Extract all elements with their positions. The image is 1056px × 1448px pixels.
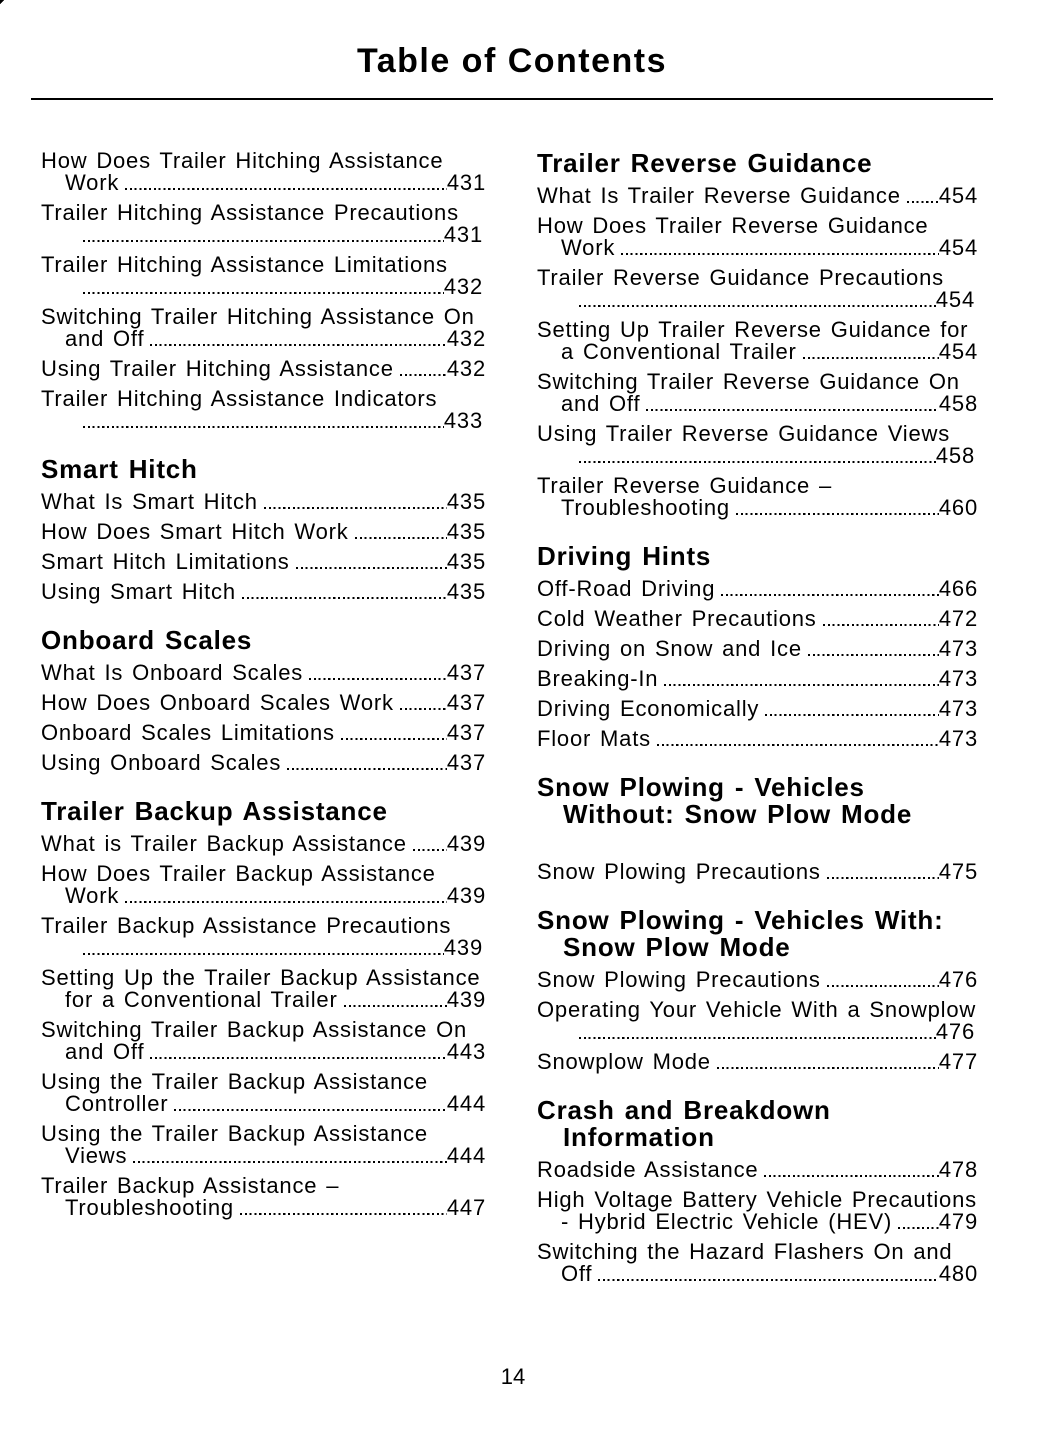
- toc-entry: [41, 202, 489, 246]
- dot-leader: [83, 240, 444, 242]
- toc-entry: [537, 1159, 981, 1181]
- toc-entry-page: 437: [446, 720, 486, 745]
- toc-entry-title: Snow Plowing Precautions: [537, 859, 821, 884]
- dot-leader: [355, 537, 447, 539]
- dot-leader: [309, 678, 447, 680]
- section-heading: Smart Hitch: [41, 454, 198, 484]
- toc-entry-page: 435: [446, 549, 486, 574]
- toc-entry-page: 439: [443, 935, 483, 960]
- dot-leader: [657, 744, 939, 746]
- toc-entry: [41, 1123, 489, 1167]
- toc-entry-title: Using Trailer Reverse Guidance Views: [537, 421, 951, 446]
- section-heading: Crash and Breakdown Information: [537, 1095, 831, 1152]
- toc-entry-page: 431: [446, 170, 486, 195]
- toc-entry: [537, 638, 981, 660]
- toc-entry-page: 435: [446, 519, 486, 544]
- toc-column-left: [41, 150, 489, 1227]
- toc-section: [537, 150, 981, 519]
- toc-entry-page: 454: [938, 183, 978, 208]
- toc-entry: [41, 833, 489, 855]
- toc-entry-title: Roadside Assistance: [537, 1157, 759, 1182]
- dot-leader: [721, 594, 939, 596]
- dot-leader: [646, 409, 939, 411]
- toc-entry: [41, 1071, 489, 1115]
- page-header: [31, 44, 993, 100]
- section-heading: Trailer Reverse Guidance: [537, 148, 873, 178]
- toc-entry-page: 432: [443, 274, 483, 299]
- toc-entry-page: 435: [446, 579, 486, 604]
- toc-entry: [537, 319, 981, 363]
- dot-leader: [174, 1109, 447, 1111]
- toc-entry: [537, 608, 981, 630]
- toc-entry-title: Floor Mats: [537, 726, 651, 751]
- toc-entry-title: High Voltage Battery Vehicle Precautions - Hybrid Electric Vehicle (HEV): [537, 1187, 977, 1234]
- toc-entry-page: 432: [446, 326, 486, 351]
- toc-entry-title: Driving on Snow and Ice: [537, 636, 802, 661]
- toc-entry: [537, 969, 981, 991]
- dot-leader: [579, 461, 936, 463]
- toc-entry: [537, 578, 981, 600]
- toc-entry: [41, 254, 489, 298]
- toc-entry-title: Onboard Scales Limitations: [41, 720, 335, 745]
- dot-leader: [579, 305, 936, 307]
- section-heading: Onboard Scales: [41, 625, 253, 655]
- toc-entry-page: 472: [938, 606, 978, 631]
- toc-section: [41, 456, 489, 603]
- section-heading: Trailer Backup Assistance: [41, 796, 388, 826]
- toc-entry-title: What Is Smart Hitch: [41, 489, 258, 514]
- toc-entry-title: Setting Up Trailer Reverse Guidance for a Conventional Trailer: [537, 317, 969, 364]
- dot-leader: [83, 292, 444, 294]
- dot-leader: [664, 684, 939, 686]
- toc-entry-title: Using the Trailer Backup Assistance Views: [41, 1121, 428, 1168]
- toc-entry: [537, 371, 981, 415]
- toc-entry-page: 444: [446, 1091, 486, 1116]
- toc-entry-page: 444: [446, 1143, 486, 1168]
- toc-entry-title: What Is Onboard Scales: [41, 660, 304, 685]
- toc-entry: [41, 662, 489, 684]
- dot-leader: [242, 597, 447, 599]
- dot-leader: [823, 624, 939, 626]
- dot-leader: [341, 738, 447, 740]
- toc-entry-page: 479: [938, 1209, 978, 1234]
- toc-entry: [537, 728, 981, 750]
- toc-entry: [537, 999, 981, 1043]
- toc-entry-title: Trailer Hitching Assistance Limitations: [41, 252, 448, 277]
- toc-entry-page: 454: [938, 235, 978, 260]
- title-rule: [31, 98, 993, 100]
- toc-entry: [537, 185, 981, 207]
- toc-entry-page: 437: [446, 690, 486, 715]
- toc-entry: [537, 475, 981, 519]
- dot-leader: [83, 426, 444, 428]
- toc-entry-title: Driving Economically: [537, 696, 760, 721]
- toc-entry-title: Switching the Hazard Flashers On and Off: [537, 1239, 953, 1286]
- toc-entry-title: Operating Your Vehicle With a Snowplow: [537, 997, 977, 1022]
- toc-entry-title: Setting Up the Trailer Backup Assistance for a Conventional Trailer: [41, 965, 481, 1012]
- dot-leader: [240, 1213, 447, 1215]
- toc-entry-page: 458: [938, 391, 978, 416]
- toc-entry-title: What Is Trailer Reverse Guidance: [537, 183, 901, 208]
- dot-leader: [764, 1175, 938, 1177]
- toc-section: [537, 774, 981, 883]
- toc-entry-page: 478: [938, 1157, 978, 1182]
- toc-entry: [41, 388, 489, 432]
- toc-entry-title: How Does Onboard Scales Work: [41, 690, 394, 715]
- section-heading: Driving Hints: [537, 541, 712, 571]
- dot-leader: [400, 708, 447, 710]
- dot-leader: [736, 513, 939, 515]
- toc-entry-title: Trailer Reverse Guidance Precautions: [537, 265, 944, 290]
- toc-entry-page: 437: [446, 750, 486, 775]
- section-heading: Snow Plowing - Vehicles With: Snow Plow Mode: [537, 905, 944, 962]
- toc-entry-page: 447: [446, 1195, 486, 1220]
- dot-leader: [413, 849, 447, 851]
- toc-entry: [537, 1051, 981, 1073]
- dot-leader: [765, 714, 939, 716]
- toc-entry-title: Switching Trailer Hitching Assistance On and Off: [41, 304, 475, 351]
- toc-entry-page: 443: [446, 1039, 486, 1064]
- dot-leader: [150, 1057, 447, 1059]
- toc-entry-page: 476: [935, 1019, 975, 1044]
- toc-entry-title: Breaking-In: [537, 666, 659, 691]
- page-number: 14: [500, 1364, 526, 1389]
- toc-entry-title: Trailer Backup Assistance – Troubleshooting: [41, 1173, 340, 1220]
- page-footer: [0, 1366, 1026, 1388]
- toc-entry: [41, 358, 489, 380]
- toc-entry-title: Using Trailer Hitching Assistance: [41, 356, 394, 381]
- toc-entry: [41, 915, 489, 959]
- toc-section: [41, 798, 489, 1219]
- toc-section: [537, 1097, 981, 1285]
- toc-entry-page: 458: [935, 443, 975, 468]
- toc-entry: [41, 1019, 489, 1063]
- toc-entry-title: Trailer Backup Assistance Precautions: [41, 913, 452, 938]
- dot-leader: [133, 1161, 447, 1163]
- toc-entry-page: 477: [938, 1049, 978, 1074]
- toc-entry-page: 466: [938, 576, 978, 601]
- toc-entry-title: Trailer Hitching Assistance Precautions: [41, 200, 459, 225]
- section-heading: Snow Plowing - Vehicles Without: Snow Plow Mode: [537, 772, 913, 829]
- toc-entry-page: 454: [938, 339, 978, 364]
- dot-leader: [621, 253, 939, 255]
- toc-entry: [41, 150, 489, 194]
- toc-entry: [537, 267, 981, 311]
- toc-section: [537, 907, 981, 1073]
- toc-entry-title: Snow Plowing Precautions: [537, 967, 821, 992]
- toc-entry-title: Trailer Hitching Assistance Indicators: [41, 386, 438, 411]
- toc-entry-title: Smart Hitch Limitations: [41, 549, 290, 574]
- toc-entry: [41, 581, 489, 603]
- toc-entry: [41, 692, 489, 714]
- toc-entry: [41, 306, 489, 350]
- toc-entry-page: 439: [446, 883, 486, 908]
- dot-leader: [287, 768, 447, 770]
- toc-entry: [41, 967, 489, 1011]
- scan-artifact-mark: [0, 0, 7, 7]
- page-title: Table of Contents: [356, 42, 668, 80]
- dot-leader: [296, 567, 447, 569]
- toc-entry-page: 476: [938, 967, 978, 992]
- toc-entry: [537, 215, 981, 259]
- dot-leader: [83, 953, 444, 955]
- toc-entry: [41, 521, 489, 543]
- toc-entry: [41, 1175, 489, 1219]
- toc-entry-title: Switching Trailer Reverse Guidance On and Off: [537, 369, 960, 416]
- toc-entry-title: How Does Trailer Hitching Assistance Work: [41, 148, 444, 195]
- toc-entry-page: 433: [443, 408, 483, 433]
- dot-leader: [598, 1279, 939, 1281]
- toc-section: [41, 150, 489, 432]
- dot-leader: [827, 877, 939, 879]
- toc-entry-page: 475: [938, 859, 978, 884]
- toc-entry: [41, 752, 489, 774]
- toc-entry-title: Trailer Reverse Guidance – Troubleshooting: [537, 473, 832, 520]
- dot-leader: [898, 1227, 939, 1229]
- toc-entry-title: How Does Trailer Backup Assistance Work: [41, 861, 436, 908]
- toc-entry: [41, 551, 489, 573]
- toc-entry-page: 480: [938, 1261, 978, 1286]
- toc-entry-page: 454: [935, 287, 975, 312]
- toc-entry-page: 432: [446, 356, 486, 381]
- toc-section: [41, 627, 489, 774]
- toc-column-right: [537, 150, 981, 1293]
- dot-leader: [907, 201, 939, 203]
- toc-entry-title: How Does Smart Hitch Work: [41, 519, 349, 544]
- toc-entry-title: Cold Weather Precautions: [537, 606, 817, 631]
- toc-entry-title: Using Smart Hitch: [41, 579, 236, 604]
- dot-leader: [579, 1037, 936, 1039]
- toc-entry-page: 460: [938, 495, 978, 520]
- toc-entry: [537, 1189, 981, 1233]
- toc-entry-page: 473: [938, 726, 978, 751]
- dot-leader: [717, 1067, 939, 1069]
- toc-columns: [0, 150, 1056, 1293]
- toc-entry: [41, 863, 489, 907]
- dot-leader: [125, 188, 447, 190]
- toc-entry: [537, 1241, 981, 1285]
- toc-entry-title: Off-Road Driving: [537, 576, 716, 601]
- toc-entry-page: 437: [446, 660, 486, 685]
- toc-entry-title: Using the Trailer Backup Assistance Controller: [41, 1069, 428, 1116]
- toc-entry: [537, 668, 981, 690]
- toc-section: [537, 543, 981, 750]
- toc-entry-title: What is Trailer Backup Assistance: [41, 831, 407, 856]
- toc-entry-title: Switching Trailer Backup Assistance On and Off: [41, 1017, 468, 1064]
- toc-entry-page: 439: [446, 987, 486, 1012]
- dot-leader: [150, 344, 447, 346]
- toc-entry-title: Using Onboard Scales: [41, 750, 282, 775]
- dot-leader: [827, 985, 939, 987]
- toc-entry: [537, 423, 981, 467]
- toc-entry: [41, 722, 489, 744]
- toc-entry-page: 435: [446, 489, 486, 514]
- toc-entry-page: 473: [938, 636, 978, 661]
- toc-entry-page: 439: [446, 831, 486, 856]
- dot-leader: [125, 901, 447, 903]
- dot-leader: [808, 654, 939, 656]
- toc-entry-page: 431: [443, 222, 483, 247]
- toc-entry: [537, 698, 981, 720]
- toc-entry-page: 473: [938, 666, 978, 691]
- toc-entry-title: Snowplow Mode: [537, 1049, 711, 1074]
- toc-entry-title: How Does Trailer Reverse Guidance Work: [537, 213, 929, 260]
- dot-leader: [400, 374, 447, 376]
- dot-leader: [264, 507, 447, 509]
- toc-entry: [537, 861, 981, 883]
- dot-leader: [344, 1005, 447, 1007]
- dot-leader: [803, 357, 939, 359]
- toc-entry-page: 473: [938, 696, 978, 721]
- toc-entry: [41, 491, 489, 513]
